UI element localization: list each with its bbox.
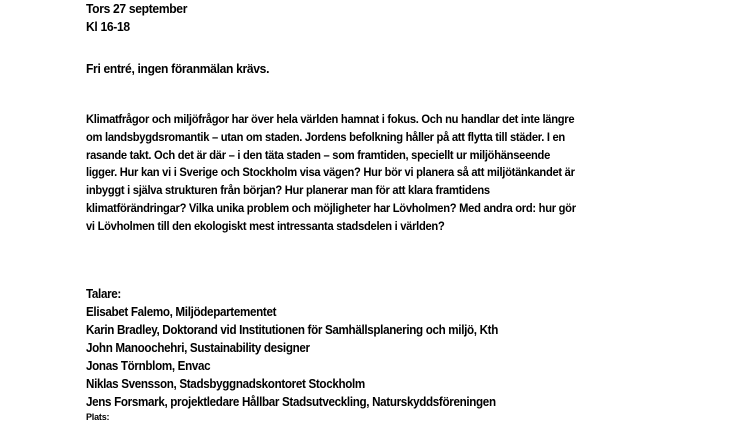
speaker-item: Niklas Svensson, Stadsbyggnadskontoret Stockholm [86,377,365,391]
intro-line: ligger. Hur kan vi i Sverige och Stockholm visa vägen? Hur bör vi planera så att miljötänkandet är [86,165,575,180]
event-admission: Fri entré, ingen föranmälan krävs. [86,61,270,76]
speaker-item: Elisabet Falemo, Miljödepartementet [86,305,277,319]
intro-line: rasande takt. Och det är där – i den täta staden – som framtiden, speciellt ur miljöhänseende [86,147,551,162]
intro-line: vi Lövholmen till den ekologiskt mest intressanta stadsdelen i världen? [86,218,445,233]
event-time: Kl 16-18 [86,19,130,34]
intro-paragraph [86,111,718,236]
speakers-heading: Talare: [86,287,121,301]
venue-heading: Plats: [86,412,110,422]
intro-line: Klimatfrågor och miljöfrågor har över hela världen hamnat i fokus. Och nu handlar det inte längre [86,112,575,126]
speaker-item: Jonas Törnblom, Envac [86,359,211,373]
intro-line: om landsbygdsromantik – utan om staden. Jordens befolkning håller på att flytta till städer. I en [86,129,565,144]
event-date: Tors 27 september [86,1,188,16]
intro-line: klimatförändringar? Vilka unika problem och möjligheter har Lövholmen? Med andra ord: hur gör [86,200,576,215]
speaker-item: John Manoochehri, Sustainability designer [86,341,310,355]
speaker-item: Karin Bradley, Doktorand vid Institutionen för Samhällsplanering och miljö, Kth [86,323,499,337]
speaker-item: Jens Forsmark, projektledare Hållbar Stadsutveckling, Naturskyddsföreningen [86,395,496,409]
intro-line: inbyggt i själva strukturen från början? Hur planerar man för att klara framtidens [86,183,490,198]
